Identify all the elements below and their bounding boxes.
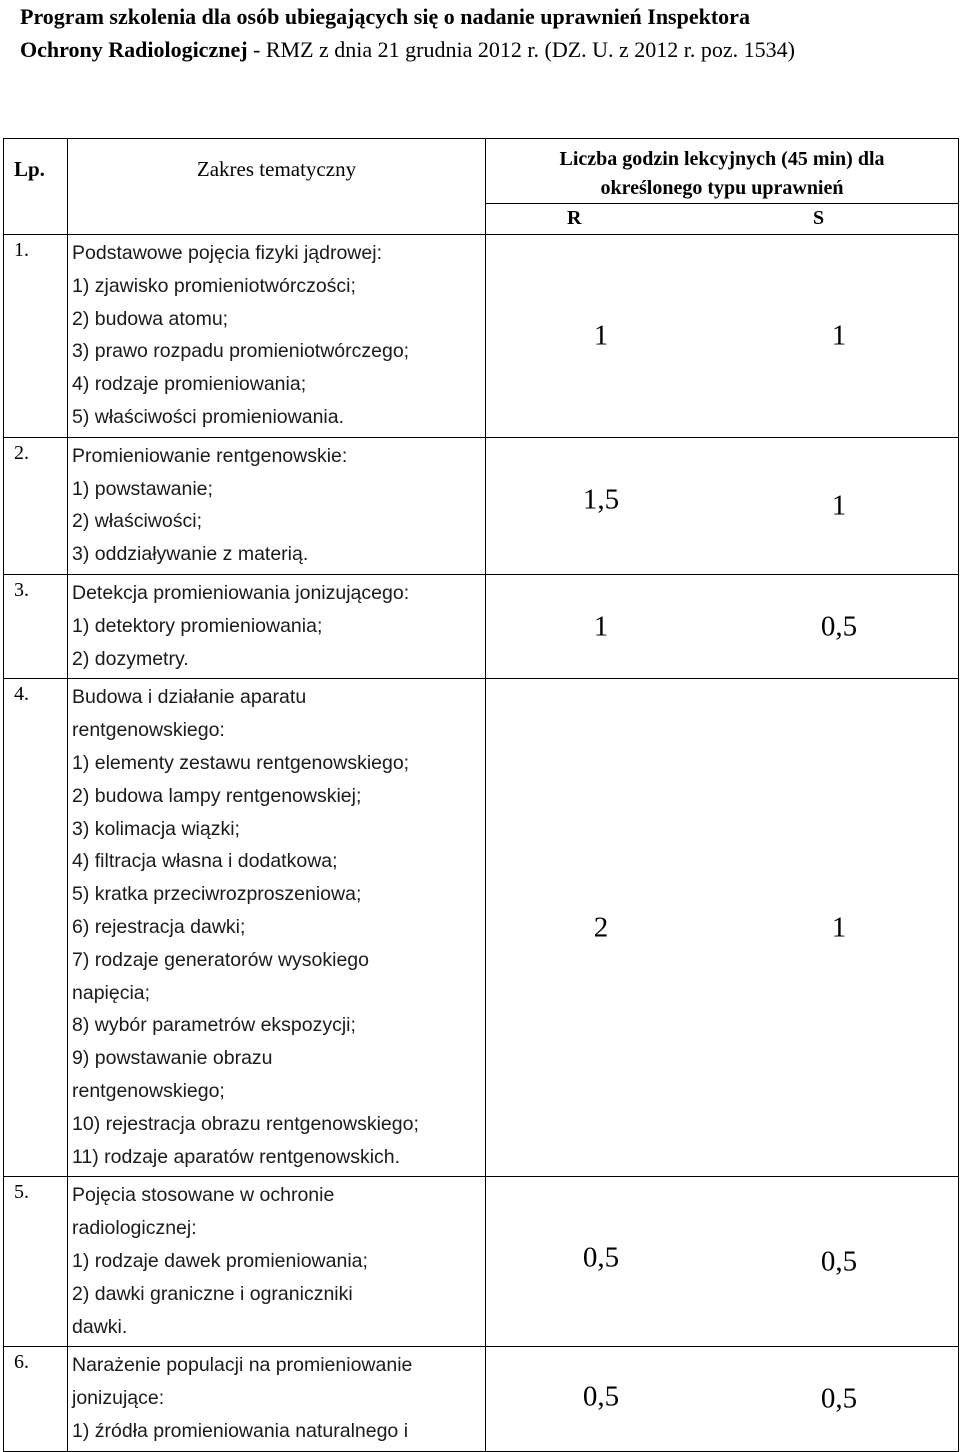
row-topic [68,679,486,1177]
topic-line: 2) budowa lampy rentgenowskiej; [72,784,362,807]
topic-line: Promieniowanie rentgenowskie: [72,444,348,467]
topic-line: 6) rejestracja dawki; [72,915,246,938]
title-line-2-regular: - RMZ z dnia 21 grudnia 2012 r. (DZ. U. z 2012 r. poz. 1534) [247,37,795,62]
topic-line: 4) filtracja własna i dodatkowa; [72,850,338,873]
table-row [4,1347,959,1451]
header-r-s [486,204,959,235]
header-liczba-line-1: Liczba godzin lekcyjnych (45 min) dla [559,148,885,170]
row-topic [68,1347,486,1451]
hours-s: 0,5 [820,1382,858,1415]
topic-line: napięcia; [72,981,151,1004]
topic-line: Budowa i działanie aparatu [72,686,307,709]
topic-line: Detekcja promieniowania jonizującego: [72,581,410,604]
table-row [4,235,959,438]
row-hours [486,437,959,574]
topic-line: radiologicznej: [72,1217,197,1240]
topic-line: 5) właściwości promieniowania. [72,405,345,428]
topic-line: 5) kratka przeciwrozproszeniowa; [72,883,362,906]
document-title [20,0,950,66]
header-s: S [813,207,825,229]
topic-line: 1) detektory promieniowania; [72,614,323,637]
topic-line: 9) powstawanie obrazu [72,1047,273,1070]
hours-s: 1 [831,319,847,352]
hours-s: 1 [831,911,847,944]
topic-line: 1) powstawanie; [72,477,213,500]
topic-line: 8) wybór parametrów ekspozycji; [72,1014,356,1037]
topic-line: 4) rodzaje promieniowania; [72,373,307,396]
row-number: 3. [4,574,68,678]
header-liczba [486,139,959,204]
row-hours [486,1347,959,1451]
header-zakres: Zakres tematyczny [68,139,486,235]
table-row [4,1177,959,1347]
topic-line: Podstawowe pojęcia fizyki jądrowej: [72,242,382,264]
hours-s: 0,5 [820,1245,858,1278]
table-row [4,574,959,678]
row-hours [486,574,959,678]
title-line-1: Program szkolenia dla osób ubiegających się o nadanie uprawnień Inspektora [20,4,750,29]
row-topic [68,235,486,438]
hours-s: 1 [831,489,847,522]
hours-r: 2 [593,911,609,944]
table-row [4,679,959,1177]
header-r: R [567,207,582,229]
topic-line: 2) właściwości; [72,510,203,533]
row-number: 6. [4,1347,68,1451]
hours-r: 0,5 [582,1380,620,1413]
title-line-2-bold: Ochrony Radiologicznej [20,37,248,62]
hours-r: 1,5 [582,483,620,516]
hours-r: 1 [593,319,609,352]
row-hours [486,235,959,438]
topic-line: 2) dozymetry. [72,647,189,670]
topic-line: dawki. [72,1315,128,1338]
hours-r: 0,5 [582,1241,620,1274]
topic-line: jonizujące: [72,1387,165,1410]
row-hours [486,1177,959,1347]
row-topic [68,1177,486,1347]
row-topic [68,574,486,678]
topic-line: 10) rejestracja obrazu rentgenowskiego; [72,1112,419,1135]
row-topic [68,437,486,574]
row-number: 4. [4,679,68,1177]
topic-line: 1) źródła promieniowania naturalnego i [72,1419,409,1442]
topic-line: 2) budowa atomu; [72,307,229,330]
topic-line: 1) zjawisko promieniotwórczości; [72,274,356,297]
header-lp: Lp. [4,139,68,235]
topic-line: 11) rodzaje aparatów rentgenowskich. [72,1145,401,1168]
topic-line: 3) oddziaływanie z materią. [72,543,309,566]
topic-line: rentgenowskiego: [72,719,225,742]
row-hours [486,679,959,1177]
table-body [4,235,959,1452]
topic-line: 1) elementy zestawu rentgenowskiego; [72,751,410,774]
training-program-table [3,138,959,1452]
hours-r: 1 [593,610,609,643]
header-liczba-line-2: określonego typu uprawnień [600,177,844,199]
topic-line: 2) dawki graniczne i ograniczniki [72,1282,353,1305]
topic-line: 1) rodzaje dawek promieniowania; [72,1249,368,1272]
topic-line: Narażenie populacji na promieniowanie [72,1354,413,1377]
topic-line: 3) prawo rozpadu promieniotwórczego; [72,340,410,363]
topic-line: rentgenowskiego; [72,1079,225,1102]
topic-line: 7) rodzaje generatorów wysokiego [72,948,369,971]
row-number: 2. [4,437,68,574]
table-header-row [4,139,959,204]
table-row [4,437,959,574]
hours-s: 0,5 [820,610,858,643]
row-number: 1. [4,235,68,438]
topic-line: 3) kolimacja wiązki; [72,817,240,840]
row-number: 5. [4,1177,68,1347]
topic-line: Pojęcia stosowane w ochronie [72,1184,335,1207]
